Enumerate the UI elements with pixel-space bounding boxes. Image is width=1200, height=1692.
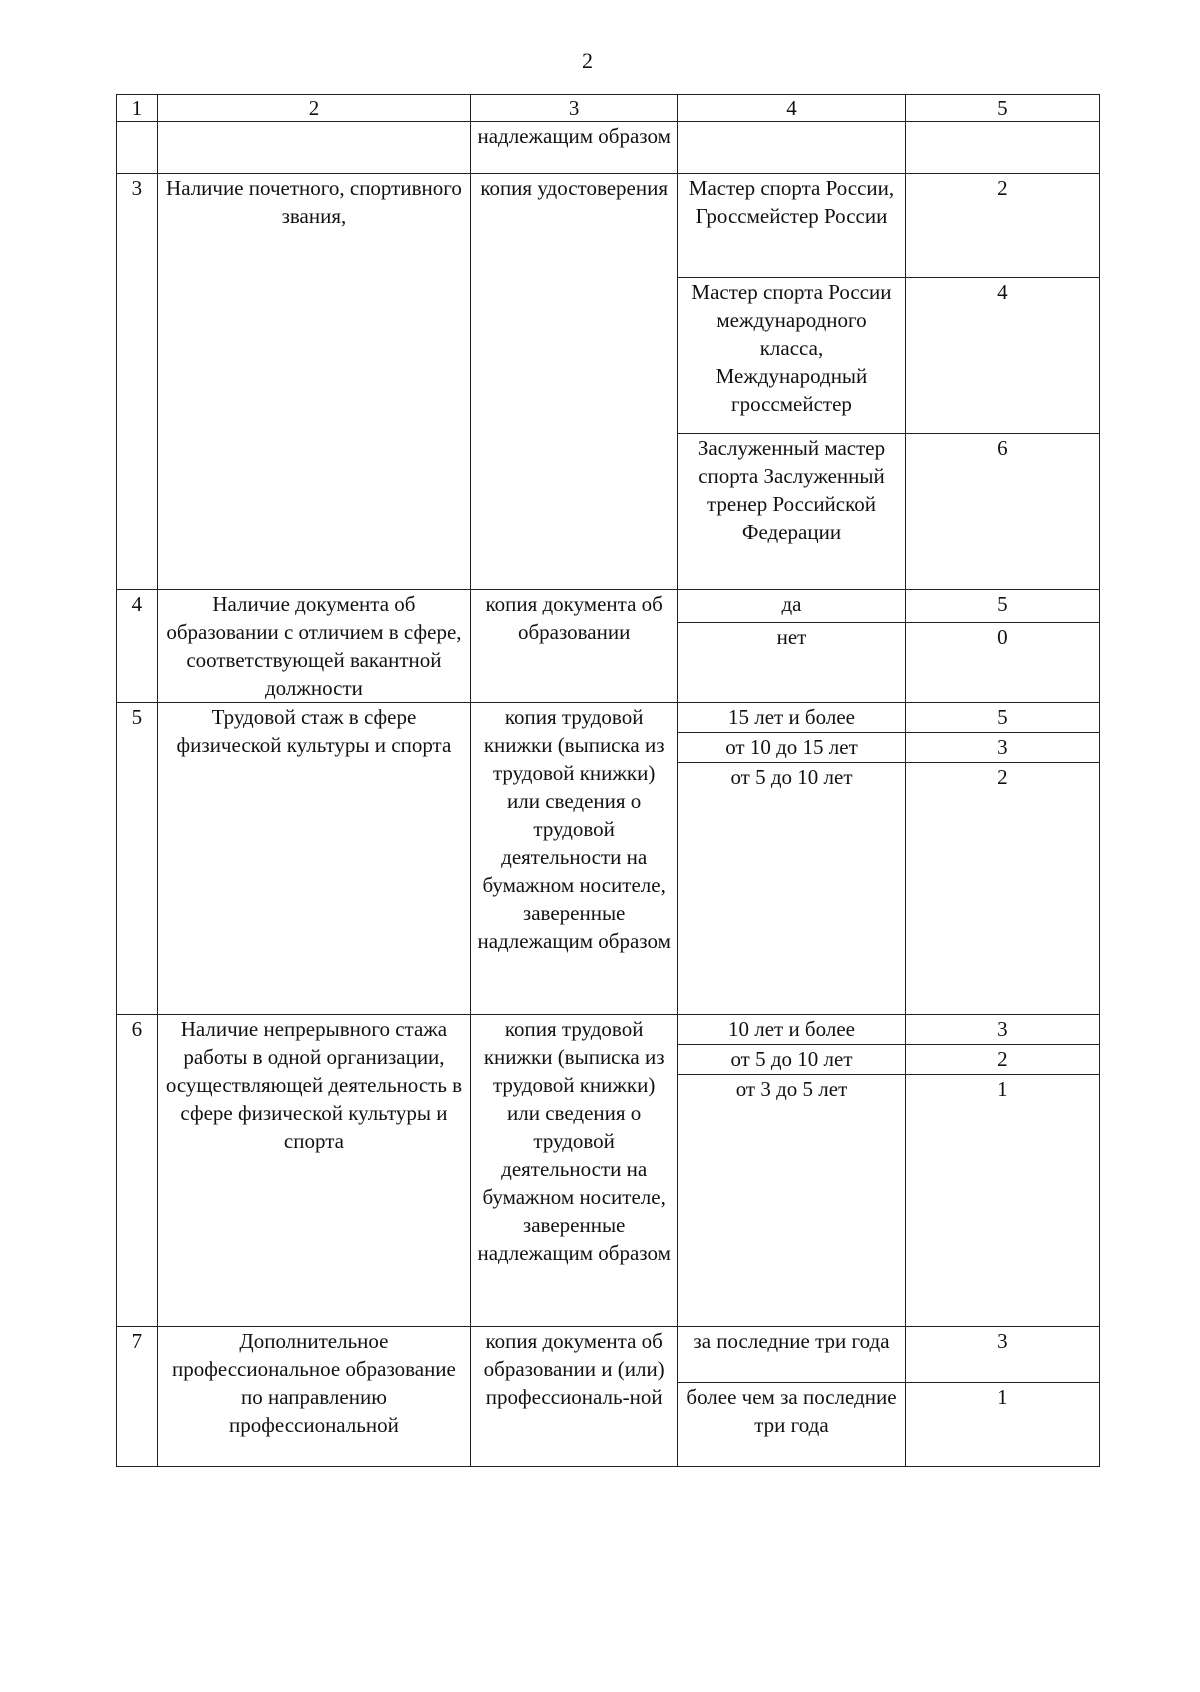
condition-cell — [678, 122, 906, 174]
document-cell: копия трудовой книжки (выписка из трудовой книжки) или сведения о трудовой деятельности на бумажном носителе, заверенные надлежащим образом — [471, 703, 678, 1015]
column-number-2: 2 — [157, 95, 470, 122]
condition-cell: 15 лет и более — [678, 703, 906, 733]
table-row — [117, 174, 1100, 278]
criterion-cell: Наличие документа об образовании с отличием в сфере, соответствующей вакантной должности — [157, 590, 470, 703]
condition-cell: от 5 до 10 лет — [678, 763, 906, 1015]
document-cell: копия удостоверения — [471, 174, 678, 590]
column-number-1: 1 — [117, 95, 158, 122]
table-row — [117, 590, 1100, 623]
condition-cell: более чем за последние три года — [678, 1383, 906, 1467]
table-header-row — [117, 95, 1100, 122]
criterion-cell: Трудовой стаж в сфере физической культуры и спорта — [157, 703, 470, 1015]
criteria-table — [116, 94, 1100, 1467]
condition-cell: нет — [678, 622, 906, 702]
condition-cell: за последние три года — [678, 1327, 906, 1383]
page-number: 2 — [582, 48, 593, 73]
condition-cell: 10 лет и более — [678, 1015, 906, 1045]
criterion-cell: Наличие непрерывного стажа работы в одной организации, осуществляющей деятельность в сфере физической культуры и спорта — [157, 1015, 470, 1327]
condition-cell: от 10 до 15 лет — [678, 733, 906, 763]
document-cell: копия документа об образовании и (или) профессиональ-ной — [471, 1327, 678, 1467]
condition-cell: Мастер спорта России, Гроссмейстер России — [678, 174, 906, 278]
criterion-cell: Наличие почетного, спортивного звания, — [157, 174, 470, 590]
score-cell: 3 — [905, 1015, 1099, 1045]
row-number: 7 — [117, 1327, 158, 1467]
score-cell: 4 — [905, 278, 1099, 434]
condition-cell: от 3 до 5 лет — [678, 1075, 906, 1327]
document-cell: копия документа об образовании — [471, 590, 678, 703]
score-cell: 5 — [905, 590, 1099, 623]
table-row — [117, 703, 1100, 733]
document-cell: копия трудовой книжки (выписка из трудовой книжки) или сведения о трудовой деятельности на бумажном носителе, заверенные надлежащим образом — [471, 1015, 678, 1327]
score-cell: 1 — [905, 1075, 1099, 1327]
score-cell: 2 — [905, 174, 1099, 278]
column-number-3: 3 — [471, 95, 678, 122]
score-cell: 2 — [905, 1045, 1099, 1075]
score-cell: 2 — [905, 763, 1099, 1015]
condition-cell: Мастер спорта России международного класса, Международный гроссмейстер — [678, 278, 906, 434]
table-row — [117, 122, 1100, 174]
criterion-cell — [157, 122, 470, 174]
document-cell: надлежащим образом — [471, 122, 678, 174]
condition-cell: Заслуженный мастер спорта Заслуженный тренер Российской Федерации — [678, 434, 906, 590]
row-number: 6 — [117, 1015, 158, 1327]
criterion-cell: Дополнительное профессиональное образование по направлению профессиональной — [157, 1327, 470, 1467]
score-cell — [905, 122, 1099, 174]
column-number-5: 5 — [905, 95, 1099, 122]
score-cell: 1 — [905, 1383, 1099, 1467]
row-number — [117, 122, 158, 174]
score-cell: 0 — [905, 622, 1099, 702]
score-cell: 5 — [905, 703, 1099, 733]
row-number: 4 — [117, 590, 158, 703]
condition-cell: да — [678, 590, 906, 623]
table-row — [117, 1327, 1100, 1383]
score-cell: 3 — [905, 733, 1099, 763]
row-number: 5 — [117, 703, 158, 1015]
score-cell: 6 — [905, 434, 1099, 590]
row-number: 3 — [117, 174, 158, 590]
condition-cell: от 5 до 10 лет — [678, 1045, 906, 1075]
column-number-4: 4 — [678, 95, 906, 122]
score-cell: 3 — [905, 1327, 1099, 1383]
table-row — [117, 1015, 1100, 1045]
